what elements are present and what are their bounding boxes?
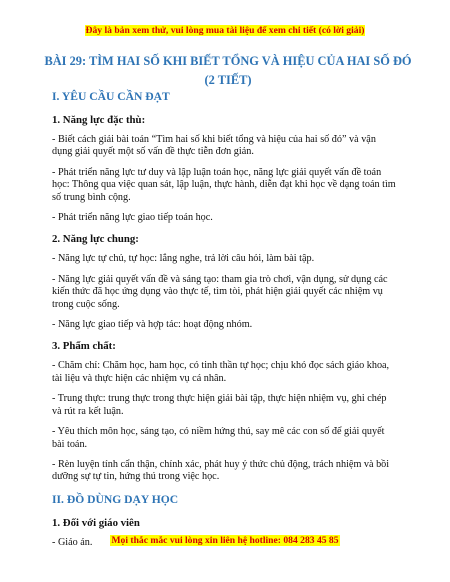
subheading-qualities: 3. Phẩm chất: — [52, 340, 116, 353]
section-heading-teaching-aids: II. ĐỒ DÙNG DẠY HỌC — [52, 492, 179, 506]
header-notice-text: Đây là bản xem thử, vui lòng mua tài liệu để xem chi tiết (có lời giải) — [85, 25, 365, 36]
document-body — [52, 89, 398, 557]
list-item: - Biết cách giải bài toán “Tìm hai số khi biết tổng và hiệu của hai số đó” và vận dụng giải quyết một số vấn đề thực tiễn đơn giản. — [52, 134, 376, 158]
footer-notice-text: Mọi thắc mắc vui lòng xin liên hệ hotline: 084 283 45 85 — [111, 535, 339, 546]
list-item: - Yêu thích môn học, sáng tạo, có niềm hứng thú, say mê các con số để giải quyết bài toán. — [52, 426, 385, 450]
list-item: - Năng lực giao tiếp và hợp tác: hoạt động nhóm. — [52, 319, 253, 331]
list-item: - Phát triển năng lực tư duy và lập luận toán học, năng lực giải quyết vấn đề toán học: Thông qua việc quan sát, lập luận, thực hành, diễn đạt khi học về dạng toán tìm số trung bình cộng. — [52, 166, 396, 203]
section-heading-requirements: I. YÊU CẦU CẦN ĐẠT — [52, 90, 170, 103]
list-item: - Năng lực tự chủ, tự học: lắng nghe, trả lời câu hỏi, làm bài tập. — [52, 253, 315, 265]
footer-notice-banner — [0, 535, 450, 547]
document-title: BÀI 29: TÌM HAI SỐ KHI BIẾT TỔNG VÀ HIỆU CỦA HAI SỐ ĐÓ (2 TIẾT) — [44, 54, 412, 87]
list-item: - Chăm chỉ: Chăm học, ham học, có tinh thần tự học; chịu khó đọc sách giáo khoa, tài liệu và thực hiện các nhiệm vụ cá nhân. — [52, 360, 390, 384]
list-item: - Phát triển năng lực giao tiếp toán học. — [52, 212, 213, 224]
list-item: - Rèn luyện tính cẩn thận, chính xác, phát huy ý thức chủ động, trách nhiệm và bồi dưỡng sự tự tin, hứng thú trong việc học. — [52, 458, 390, 483]
subheading-specific-competence: 1. Năng lực đặc thù: — [52, 114, 146, 126]
header-notice-banner — [0, 25, 450, 37]
subheading-teacher: 1. Đối với giáo viên — [52, 516, 140, 529]
list-item: - Giáo án. — [52, 536, 93, 548]
list-item: - Trung thực: trung thực trong thực hiện giải bài tập, thực hiện nhiệm vụ, ghi chép và rút ra kết luận. — [52, 393, 387, 417]
list-item: - Năng lực giải quyết vấn đề và sáng tạo: tham gia trò chơi, vận dụng, sử dụng các kiến thức đã học ứng dụng vào thực tế, tìm tòi, phát hiện giải quyết các nhiệm vụ trong cuộc sống. — [52, 273, 388, 310]
subheading-general-competence: 2. Năng lực chung: — [52, 233, 139, 246]
